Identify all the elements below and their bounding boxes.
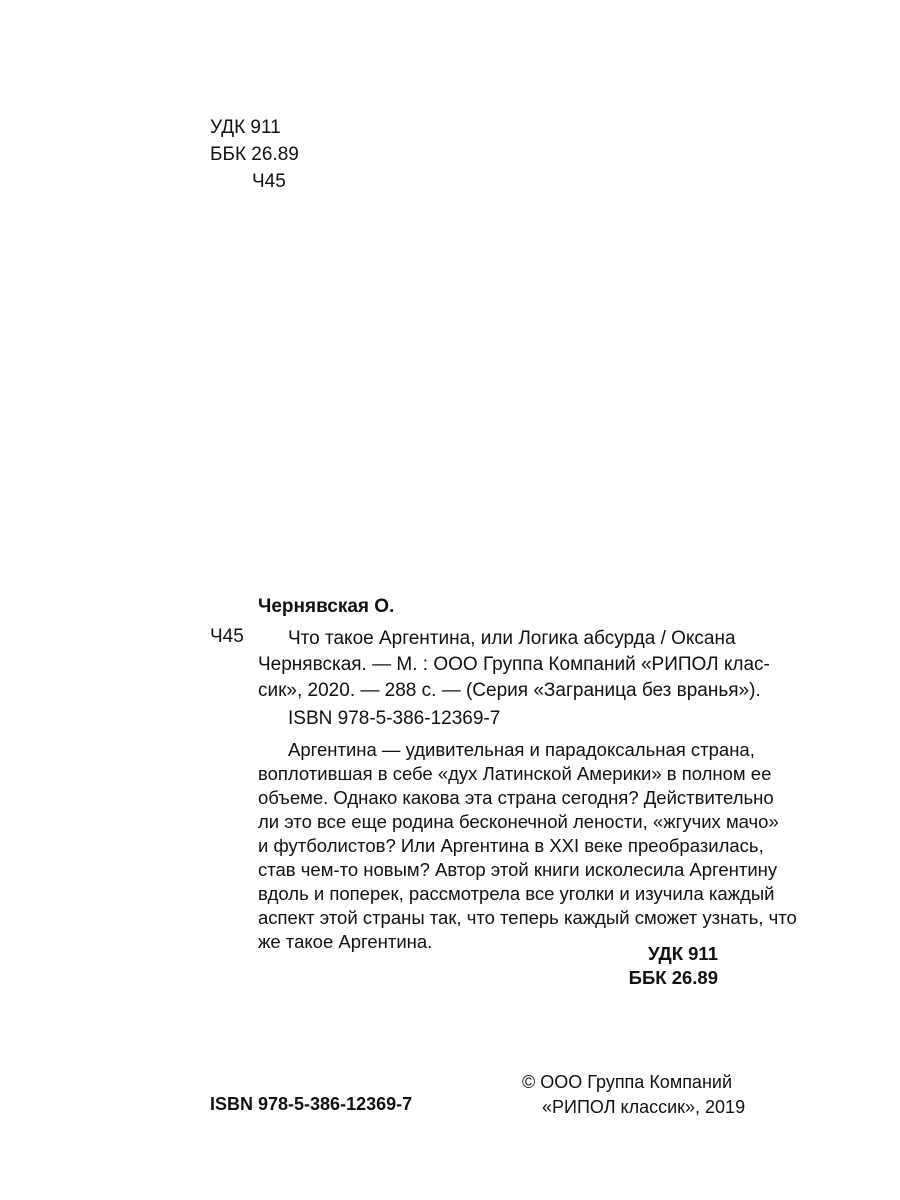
author-name: Чернявская О.: [258, 596, 395, 617]
isbn: ISBN 978-5-386-12369-7: [288, 708, 501, 729]
author-mark: Ч45: [252, 171, 286, 192]
annotation-line: аспект этой страны так, что теперь каждый сможет узнать, что: [258, 907, 797, 928]
description-line: Что такое Аргентина, или Логика абсурда / Оксана: [288, 628, 736, 649]
annotation-line: воплотившая в себе «дух Латинской Америки» в полном ее: [258, 763, 772, 784]
copyright-line: © ООО Группа Компаний: [522, 1072, 732, 1092]
classification-record: [600, 942, 718, 990]
annotation-line: и футболистов? Или Аргентина в XXI веке преобразилась,: [258, 835, 764, 856]
footer-isbn: ISBN 978-5-386-12369-7: [210, 1094, 413, 1114]
annotation: [258, 738, 797, 954]
udk-code: УДК 911: [647, 943, 718, 964]
copyright-line: «РИПОЛ классик», 2019: [542, 1097, 746, 1117]
annotation-line: объеме. Однако какова эта страна сегодня? Действительно: [258, 787, 774, 808]
record-author-mark: Ч45: [210, 626, 244, 647]
annotation-line: Аргентина — удивительная и парадоксальная страна,: [288, 739, 755, 760]
udk-code: УДК 911: [210, 117, 281, 138]
description-line: Чернявская. — М. : ООО Группа Компаний «РИПОЛ клас-: [258, 654, 770, 675]
annotation-line: вдоль и поперек, рассмотрела все уголки и изучила каждый: [258, 883, 775, 904]
bbk-code: ББК 26.89: [628, 967, 718, 988]
description-line: сик», 2020. — 288 с. — (Серия «Заграница без вранья»).: [258, 680, 761, 701]
classification-header: [210, 116, 330, 197]
annotation-line: же такое Аргентина.: [258, 931, 433, 952]
annotation-line: ли это все еще родина бесконечной лености, «жгучих мачо»: [258, 811, 779, 832]
bibliographic-description: [258, 626, 770, 704]
bbk-code: ББК 26.89: [210, 144, 299, 165]
annotation-line: став чем-то новым? Автор этой книги исколесила Аргентину: [258, 859, 778, 880]
copyright-notice: [470, 1070, 746, 1120]
